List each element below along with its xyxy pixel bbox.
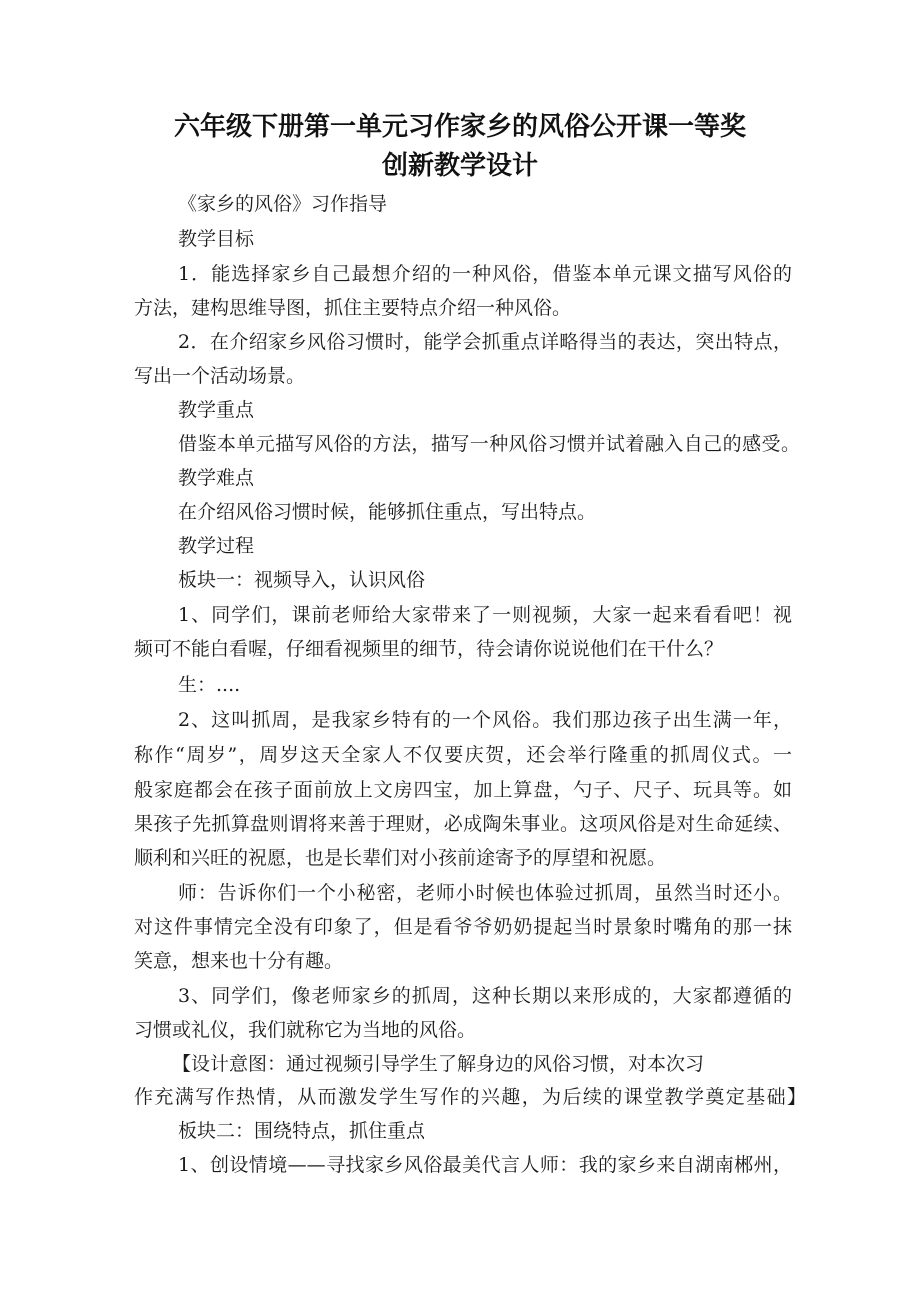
paragraph-2-line-4: 果孩子先抓算盘则谓将来善于理财，必成陶朱事业。这项风俗是对生命延续、: [134, 813, 792, 835]
design-intent-line-2: 作充满写作热情，从而激发学生写作的兴趣，为后续的课堂教学奠定基础】: [134, 1086, 806, 1108]
paragraph-4-line-1: 1、创设情境——寻找家乡风俗最美代言人师：我的家乡来自湖南郴州，: [178, 1154, 792, 1176]
student-response: 生：....: [178, 674, 241, 696]
document-title-line-2: 创新教学设计: [381, 151, 538, 181]
difficulties-text: 在介绍风俗习惯时候，能够抓住重点，写出特点。: [178, 501, 597, 523]
section-heading-goals: 教学目标: [178, 228, 255, 250]
paragraph-2-line-2: 称作“周岁”，周岁这天全家人不仅要庆贺，还会举行隆重的抓周仪式。一: [134, 744, 792, 766]
design-intent-line-1: 【设计意图：通过视频引导学生了解身边的风俗习惯，对本次习: [172, 1053, 705, 1075]
block-2-heading: 板块二：围绕特点，抓住重点: [178, 1120, 426, 1142]
subtitle: 《家乡的风俗》习作指导: [178, 193, 388, 215]
paragraph-2-line-3: 般家庭都会在孩子面前放上文房四宝，加上算盘，勺子、尺子、玩具等。如: [134, 779, 792, 801]
paragraph-2-line-5: 顺利和兴旺的祝愿，也是长辈们对小孩前途寄予的厚望和祝愿。: [134, 847, 667, 869]
goal-1-line-1: 1．能选择家乡自己最想介绍的一种风俗，借鉴本单元课文描写风俗的: [178, 263, 792, 285]
paragraph-3-line-1: 3、同学们，像老师家乡的抓周，这种长期以来形成的，大家都遵循的: [178, 985, 792, 1007]
paragraph-1-line-2: 频可不能白看喔，仔细看视频里的细节，待会请你说说他们在干什么？: [134, 638, 724, 660]
key-points-text: 借鉴本单元描写风俗的方法，描写一种风俗习惯并试着融入自己的感受。: [178, 433, 800, 455]
goal-1-line-2: 方法，建构思维导图，抓住主要特点介绍一种风俗。: [134, 297, 572, 319]
goal-2-line-2: 写出一个活动场景。: [134, 365, 306, 387]
goal-2-line-1: 2．在介绍家乡风俗习惯时，能学会抓重点详略得当的表达，突出特点，: [178, 331, 792, 353]
section-heading-difficulties: 教学难点: [178, 467, 255, 489]
teacher-remark-line-1: 师：告诉你们一个小秘密，老师小时候也体验过抓周，虽然当时还小。: [178, 882, 792, 904]
paragraph-2-line-1: 2、这叫抓周，是我家乡特有的一个风俗。我们那边孩子出生满一年，: [178, 709, 792, 731]
paragraph-3-line-2: 习惯或礼仪，我们就称它为当地的风俗。: [134, 1019, 477, 1041]
block-1-heading: 板块一：视频导入，认识风俗: [178, 569, 426, 591]
section-heading-process: 教学过程: [178, 535, 255, 557]
teacher-remark-line-2: 对这件事情完全没有印象了，但是看爷爷奶奶提起当时景象时嘴角的那一抹: [134, 916, 792, 938]
section-heading-key-points: 教学重点: [178, 399, 255, 421]
paragraph-1-line-1: 1、同学们，课前老师给大家带来了一则视频，大家一起来看看吧！视: [178, 604, 792, 626]
teacher-remark-line-3: 笑意，想来也十分有趣。: [134, 950, 344, 972]
document-title-line-1: 六年级下册第一单元习作家乡的风俗公开课一等奖: [173, 112, 746, 142]
